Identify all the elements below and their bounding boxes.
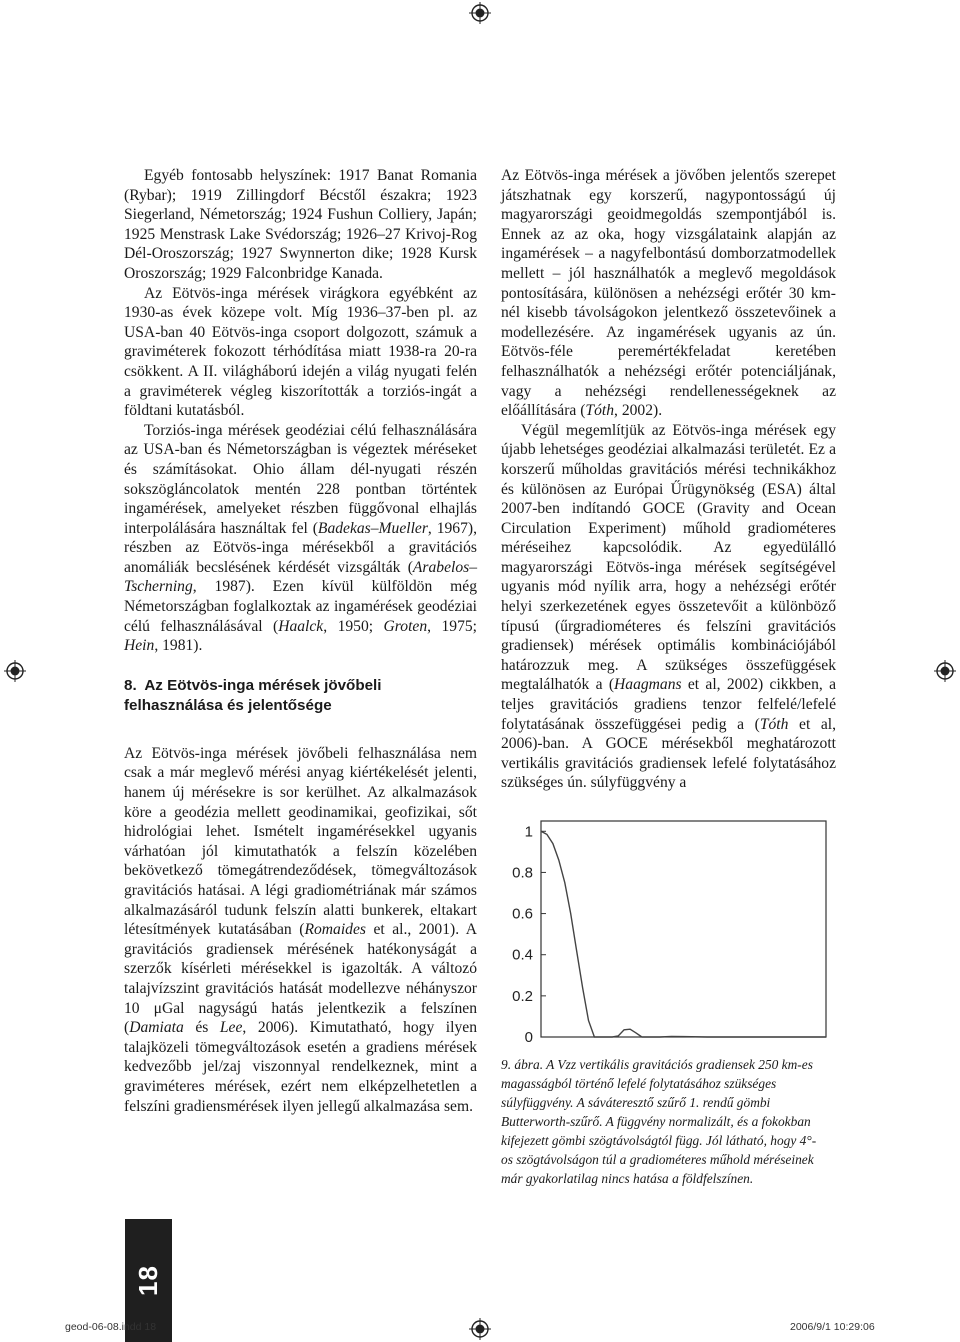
registration-mark-top-icon bbox=[469, 2, 491, 24]
y-tick-label: 0.4 bbox=[512, 946, 533, 964]
series-line bbox=[541, 831, 826, 1037]
right-column bbox=[501, 166, 836, 1188]
paragraph: Az Eötvös-inga mérések a jövőben jelentős szerepet játszhatnak egy korszerű, nagypontosságú új magyarországi geoidmegoldás szempontjából is. Ennek az az oka, hogy vizsgálataink alapján az ingamérések – a nagyfelbontású domborzatmodellek mellett – jól használhatók a meglevő megoldások pontosítására, különösen a nehézségi erőtér 30 km-nél kisebb távolságokon jelentkező összetevőinek a modellezésére. Az ingamérések ugyanis az ún. Eötvös-féle peremértékfeladat keretében felhasználhatók a nehézségi erőtér potenciáljának, vagy a nehézségi rendellenességeknek az előállítására (Tóth, 2002). bbox=[501, 167, 836, 420]
paragraph: Az Eötvös-inga mérések virágkora egyébként az 1930-as évek közepe volt. Míg 1936–37-ben pl. az USA-ban 40 Eötvös-inga csoport dolgozott, számuk a graviméterek fokozott térhódítása miatt 1938-ra 20-ra csökkent. A II. világháború idején a világ nyugati felén a graviméterek végleg kiszorították a torziós-ingát a földtani kutatásból. bbox=[124, 284, 477, 420]
slug-right: 2006/9/1 10:29:06 bbox=[790, 1321, 875, 1333]
registration-mark-bottom-icon bbox=[469, 1318, 491, 1340]
y-tick-label: 0.8 bbox=[512, 864, 533, 882]
page-number: 18 bbox=[132, 1265, 163, 1296]
registration-mark-right-icon bbox=[934, 660, 956, 682]
section-heading bbox=[124, 676, 477, 716]
section-title: Az Eötvös-inga mérések jövőbeli felhasználása és jelentősége bbox=[124, 676, 382, 714]
figure-chart bbox=[501, 813, 836, 1045]
slug-left: geod-06-08.indd 18 bbox=[65, 1321, 157, 1333]
y-tick-label: 0 bbox=[524, 1029, 533, 1046]
paragraph: Egyéb fontosabb helyszínek: 1917 Banat Romania (Rybar); 1919 Zillingdorf Bécstől északra; 1923 Siegerland, Németország; 1924 Fushun Colliery, Japán; 1925 Menstrask Lake Svédország; 1926–27 Krivoj-Rog Dél-Oroszország; 1927 Swynnerton dike; 1928 Kursk Oroszország; 1929 Falconbridge Kanada. bbox=[124, 167, 477, 282]
y-tick-label: 0.6 bbox=[512, 905, 533, 923]
weight-function-chart bbox=[501, 813, 836, 1045]
paragraph: Torziós-inga mérések geodéziai célú felhasználására az USA-ban és Németországban is végeztek méréseket és számításokat. Ohio állam dél-nyugati részén sokszögláncolatok mentén 228 pontban történtek ingamérések, amelyeket részben függővonal elhajlás interpolálására használtak fel (Badekas–Mueller, 1967), részben az Eötvös-inga mérésekből a gravitációs anomáliák becslésének kérdését vizsgálták (Arabelos–Tscherning, 1987). Ezen kívül külföldön még Németországban foglalkoztak az ingamérések geodéziai célú felhasználásával (Haalck, 1950; Groten, 1975; Hein, 1981). bbox=[124, 421, 477, 655]
y-tick-label: 1 bbox=[524, 823, 533, 841]
paragraph: Végül megemlítjük az Eötvös-inga mérések egy újabb lehetséges geodéziai alkalmazási területét. Ez a korszerű műholdas gravitációs mérési technikákhoz és különösen az Európai Űrügynökség (ESA) által 2007-ben indítandó GOCE (Gravity and Ocean Circulation Experiment) műhold gradiométeres méréseihez kapcsolódik. Az egyedülálló magyarországi Eötvös-inga mérések segítségével ugyanis mód nyílik arra, hogy a nehézségi erőtér helyi szerkezetének egyes összetevőit a különböző típusú (űrgradiométeres és felszíni gravitációs gradiensek) mérések optimális kombinációjából határozzuk meg. A szükséges összefüggések megtalálhatók a (Haagmans et al, 2002) cikkben, a teljes gravitációs gradiens tenzor felfelé/lefelé folytatásának összefüggései pedig a (Tóth et al, 2006)-ban. A GOCE mérésekből meghatározott vertikális gravitációs gradiensek lefelé folytatásához szükséges ún. súlyfüggvény a bbox=[501, 421, 837, 792]
y-tick-label: 0.2 bbox=[512, 987, 533, 1005]
left-column bbox=[124, 166, 477, 1116]
figure-caption: 9. ábra. A Vzz vertikális gravitációs gradiensek 250 km-es magasságból történő lefelé folytatásához szükséges súlyfüggvény. A sáváteresztő szűrő 1. rendű gömbi Butterworth-szűrő. A függvény normalizált, és a fokokban kifejezett gömbi szögtávolságtól függ. Jól látható, hogy 4°-os szögtávolságon túl a gradiométeres műhold méréseinek már gyakorlatilag nincs hatása a földfelszínen. bbox=[501, 1057, 817, 1186]
registration-mark-left-icon bbox=[4, 660, 26, 682]
plot-frame bbox=[541, 821, 826, 1037]
paragraph: Az Eötvös-inga mérések jövőbeli felhasználása nem csak a már meglevő mérési anyag kiértékelését jelenti, hanem új mérésekre is sor kerülhet. Az alkalmazások köre a geodézia mellett geodinamikai, geofizikai, sőt hidrológiai lehet. Ismételt ingamérésekkel ugyanis várhatóan jól kimutathatók a felszín közelében bekövetkező tömegátrendeződések, tömegváltozások gravitációs hatásai. A légi gradiométriának már számos alkalmazásáról tudunk felszín alatti bunkerek, eltakart létesítmények kutatásában (Romaides et al., 2001). A gravitációs gradiensek mérésének hatékonyságát a szerzők kísérleti mérésekkel is igazolták. A változó talajvízszint gravitációs hatását modellezve néhányszor 10 μGal nagyságú hatás jelentkezik a felszínen (Damiata és Lee, 2006). Kimutatható, hogy ilyen talajközeli tömegváltozások esetén a gradiens mérések kedvezőbb jel/zaj viszonnyal rendelkeznek, mint a graviméteres mérések, ezért nem elképzelhetetlen a felszíni gradiensmérések ilyen jellegű alkalmazása sem. bbox=[124, 744, 478, 1115]
section-number: 8. bbox=[124, 676, 137, 694]
